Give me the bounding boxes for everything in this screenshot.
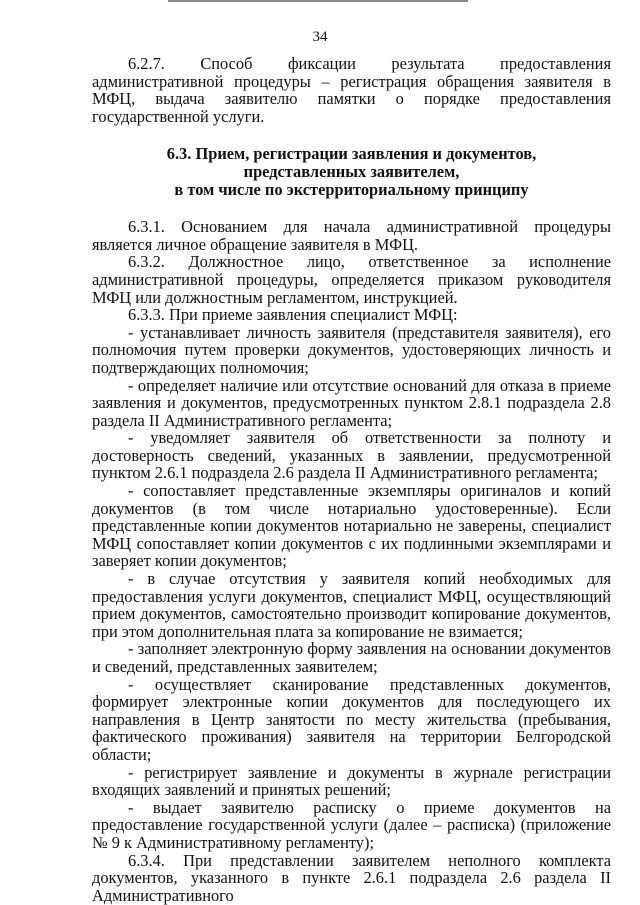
- paragraph: 6.3.2. Должностное лицо, ответственное за исполнение административной процедуры, определяется приказом руководителя МФЦ или должностным регламентом, инструкцией.: [92, 252, 611, 307]
- heading-line-2: представленных заявителем,: [243, 161, 460, 181]
- list-item: - выдает заявителю расписку о приеме документов на предоставление государственной услуги (далее – расписка) (приложение № 9 к Административному регламенту);: [92, 797, 611, 852]
- body-text: [92, 55, 611, 904]
- list-item: - устанавливает личность заявителя (представителя заявителя), его полномочия путем проверки документов, удостоверяющих личность и подтверждающих полномочия;: [92, 322, 611, 377]
- top-rule: [168, 0, 468, 2]
- list-item: - в случае отсутствия у заявителя копий необходимых для предоставления услуги документов, специалист МФЦ, осуществляющий прием документов, самостоятельно производит копирование документов, при этом дополнительная плата за копирование не взимается;: [92, 569, 611, 641]
- paragraph: 6.3.3. При приеме заявления специалист МФЦ:: [128, 305, 458, 325]
- page-number: 34: [312, 29, 328, 45]
- list-item: - уведомляет заявителя об ответственности за полноту и достоверность сведений, указанных в заявлении, предусмотренной пунктом 2.6.1 подраздела 2.6 раздела II Административного регламента;: [92, 428, 611, 483]
- heading-line-1: 6.3. Прием, регистрации заявления и документов,: [166, 144, 537, 164]
- list-item: - регистрирует заявление и документы в журнале регистрации входящих заявлений и принятых решений;: [92, 762, 611, 800]
- list-item: - заполняет электронную форму заявления на основании документов и сведений, представленных заявителем;: [92, 639, 611, 676]
- list-item: - осуществляет сканирование представленных документов, формирует электронные копии документов для последующего их направления в Центр занятости по месту жительства (пребывания, фактического проживания) заявителя на территории Белгородской области;: [92, 674, 611, 764]
- section-heading: [92, 145, 611, 198]
- heading-line-3: в том числе по экстерриториальному принципу: [174, 179, 529, 199]
- list-item: - определяет наличие или отсутствие оснований для отказа в приеме заявления и документов, предусмотренных пунктом 2.8.1 подраздела 2.8 раздела II Административного регламента;: [92, 375, 611, 430]
- paragraph: 6.3.1. Основанием для начала административной процедуры является личное обращение заявителя в МФЦ.: [92, 217, 611, 254]
- list-item: - сопоставляет представленные экземпляры оригиналов и копий документов (в том числе нотариально удостоверенные). Если представленные копии документов нотариально не заверены, специалист МФЦ сопоставляет копии документов с их подлинными экземплярами и заверяет копии документов;: [92, 481, 611, 571]
- paragraph: 6.3.4. При представлении заявителем неполного комплекта документов, указанного в пункте 2.6.1 подраздела 2.6 раздела II Административного: [92, 850, 611, 905]
- paragraph-6-2-7: 6.2.7. Способ фиксации результата предоставления административной процедуры – регистрация обращения заявителя в МФЦ, выдача заявителю памятки о порядке предоставления государственной услуги.: [92, 54, 611, 126]
